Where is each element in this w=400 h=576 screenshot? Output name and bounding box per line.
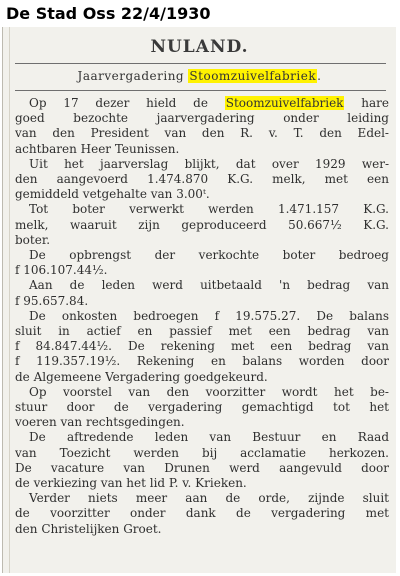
article-line — [15, 263, 389, 278]
line-text: Uit het jaarverslag blijkt, dat over 1929 wer- — [29, 156, 389, 171]
line-text: Op 17 dezer hield de — [29, 96, 225, 110]
article-line — [15, 96, 389, 111]
source-caption: De Stad Oss 22/4/1930 — [6, 4, 211, 23]
subtitle-suffix: . — [317, 69, 322, 83]
line-text: f 95.657.84. — [15, 293, 89, 308]
line-text: boter. — [15, 232, 51, 247]
line-text: sluit in actief en passief met een bedrag van — [15, 324, 389, 339]
article-line — [15, 202, 389, 217]
line-text: De opbrengst der verkochte boter bedroeg — [29, 248, 389, 263]
line-text: de Algemeene Vergadering goedgekeurd. — [15, 369, 268, 384]
article-body — [15, 96, 389, 537]
article-line — [15, 142, 389, 157]
line-text: f 84.847.44½. De rekening met een bedrag van — [15, 339, 389, 354]
line-text: de voorzitter onder dank de vergadering met — [15, 506, 389, 521]
article-line — [15, 294, 389, 309]
article-line — [15, 461, 389, 476]
line-text: achtbaren Heer Teunissen. — [15, 141, 180, 156]
newspaper-clipping — [2, 27, 396, 573]
line-text-tail: hare — [344, 96, 389, 110]
line-text: stuur door de vergadering gemachtigd tot het — [15, 400, 389, 415]
line-text: melk, waaruit zijn geproduceerd 50.667½ K.G. — [15, 217, 389, 232]
line-text: van den President van den R. v. T. den Edel- — [15, 126, 389, 141]
article-line — [15, 385, 389, 400]
line-text: den aangevoerd 1.474.870 K.G. melk, met een — [15, 172, 389, 187]
article-line — [15, 233, 389, 248]
line-text: goed bezochte jaarvergadering onder leiding — [15, 111, 389, 126]
article-line — [15, 522, 389, 537]
article-line — [15, 324, 389, 339]
line-text: f 106.107.44½. — [15, 263, 108, 278]
article-line — [15, 248, 389, 263]
article-paragraph — [15, 157, 389, 203]
article-paragraph — [15, 202, 389, 248]
article-line — [15, 370, 389, 385]
article-line — [15, 172, 389, 187]
article-paragraph — [15, 248, 389, 278]
line-text: voeren van rechtsgedingen. — [15, 415, 185, 430]
line-text: De onkosten bedroegen f 19.575.27. De balans — [29, 308, 389, 323]
article-line — [15, 354, 389, 369]
article-paragraph — [15, 96, 389, 157]
article-line — [15, 339, 389, 354]
article-line — [15, 157, 389, 172]
article-paragraph — [15, 430, 389, 491]
article-paragraph — [15, 491, 389, 537]
article-title: NULAND. — [150, 37, 249, 57]
line-text: van Toezicht werden bij acclamatie herkozen. — [15, 445, 389, 460]
subtitle-prefix: Jaarvergadering — [77, 69, 189, 83]
line-text: De vacature van Drunen werd aangevuld door — [15, 460, 389, 475]
article-line — [15, 400, 389, 415]
article-line — [15, 278, 389, 293]
line-text: Verder niets meer aan de orde, zijnde sluit — [29, 491, 389, 506]
article-line — [15, 506, 389, 521]
article-paragraph — [15, 278, 389, 308]
article-line — [15, 491, 389, 506]
article-line — [15, 111, 389, 126]
article-line — [15, 218, 389, 233]
article-line — [15, 187, 389, 202]
article-line — [15, 430, 389, 445]
article-line — [15, 126, 389, 141]
line-text: De aftredende leden van Bestuur en Raad — [29, 430, 389, 445]
line-text: de verkiezing van het lid P. v. Krieken. — [15, 476, 247, 491]
article-line — [15, 476, 389, 491]
highlighted-term: Stoomzuivelfabriek — [225, 96, 344, 110]
line-text: Aan de leden werd uitbetaald 'n bedrag van — [29, 278, 389, 293]
line-text: den Christelijken Groet. — [15, 521, 162, 536]
line-text: Op voorstel van den voorzitter wordt het be- — [29, 384, 389, 399]
article-paragraph — [15, 309, 389, 385]
article-line — [15, 309, 389, 324]
line-text: f 119.357.19½. Rekening en balans worden door — [15, 354, 389, 369]
article-line — [15, 446, 389, 461]
line-text: gemiddeld vetgehalte van 3.00ᵗ. — [15, 187, 210, 202]
subtitle-highlight: Stoomzuivelfabriek — [189, 69, 317, 83]
subtitle-divider — [15, 90, 386, 91]
title-divider — [15, 63, 386, 64]
article-paragraph — [15, 385, 389, 431]
line-text: Tot boter verwerkt werden 1.471.157 K.G. — [29, 202, 389, 217]
article-line — [15, 415, 389, 430]
article-subtitle — [3, 69, 396, 83]
